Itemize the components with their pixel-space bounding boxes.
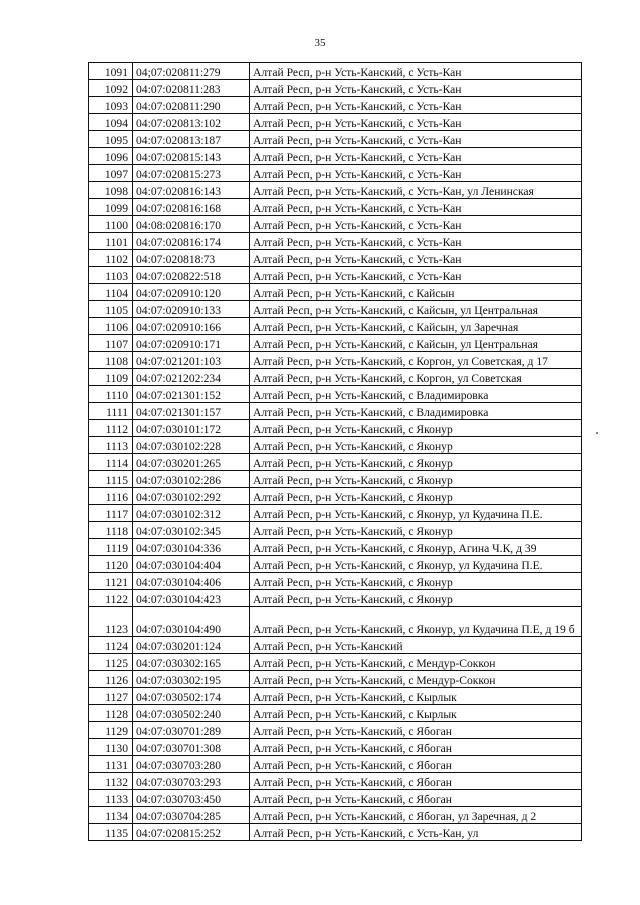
table-row — [89, 756, 582, 773]
address-cell: Алтай Респ, р-н Усть-Канский — [250, 637, 582, 654]
address-cell: Алтай Респ, р-н Усть-Канский, с Яконур — [250, 488, 582, 505]
cadastral-number-cell: 04:07:030302:165 — [133, 654, 250, 671]
address-cell: Алтай Респ, р-н Усть-Канский, с Усть-Кан — [250, 114, 582, 131]
cadastral-number-cell: 04:07:030502:174 — [133, 688, 250, 705]
table-row — [89, 539, 582, 556]
row-number-cell: 1121 — [89, 573, 133, 590]
cadastral-number-cell: 04:07:020815:273 — [133, 165, 250, 182]
table-row — [89, 556, 582, 573]
address-cell: Алтай Респ, р-н Усть-Канский, с Ябоган — [250, 790, 582, 807]
table-row — [89, 722, 582, 739]
cadastral-number-cell: 04:07:020813:187 — [133, 131, 250, 148]
row-number-cell: 1130 — [89, 739, 133, 756]
table-row — [89, 165, 582, 182]
table-row — [89, 739, 582, 756]
table-row — [89, 250, 582, 267]
table-row — [89, 80, 582, 97]
table-row — [89, 607, 582, 637]
table-row — [89, 573, 582, 590]
cadastral-number-cell: 04:07:030102:345 — [133, 522, 250, 539]
cadastral-number-cell: 04:07:020816:143 — [133, 182, 250, 199]
cadastral-number-cell: 04:07:030302:195 — [133, 671, 250, 688]
row-number-cell: 1129 — [89, 722, 133, 739]
table-row — [89, 386, 582, 403]
address-cell: Алтай Респ, р-н Усть-Канский, с Коргон, ул Советская — [250, 369, 582, 386]
address-cell: Алтай Респ, р-н Усть-Канский, с Кайсын, ул Центральная — [250, 335, 582, 352]
address-cell: Алтай Респ, р-н Усть-Канский, с Усть-Кан — [250, 250, 582, 267]
table-row — [89, 182, 582, 199]
table-row — [89, 705, 582, 722]
cadastral-number-cell: 04:07:020816:174 — [133, 233, 250, 250]
table-row — [89, 199, 582, 216]
row-number-cell: 1128 — [89, 705, 133, 722]
address-cell: Алтай Респ, р-н Усть-Канский, с Яконур — [250, 590, 582, 607]
row-number-cell: 1116 — [89, 488, 133, 505]
cadastral-number-cell: 04:07:030502:240 — [133, 705, 250, 722]
address-cell: Алтай Респ, р-н Усть-Канский, с Ябоган — [250, 756, 582, 773]
address-cell: Алтай Респ, р-н Усть-Канский, с Яконур — [250, 454, 582, 471]
row-number-cell: 1098 — [89, 182, 133, 199]
cadastral-number-cell: 04:07:020815:252 — [133, 824, 250, 841]
address-cell: Алтай Респ, р-н Усть-Канский, с Яконур, Агина Ч.К, д 39 — [250, 539, 582, 556]
address-cell: Алтай Респ, р-н Усть-Канский, с Усть-Кан, ул — [250, 824, 582, 841]
address-cell: Алтай Респ, р-н Усть-Канский, с Ябоган — [250, 739, 582, 756]
row-number-cell: 1100 — [89, 216, 133, 233]
row-number-cell: 1127 — [89, 688, 133, 705]
row-number-cell: 1112 — [89, 420, 133, 437]
cadastral-number-cell: 04:07:030101:172 — [133, 420, 250, 437]
table-row — [89, 454, 582, 471]
table-row — [89, 114, 582, 131]
cadastral-number-cell: 04:07:020910:133 — [133, 301, 250, 318]
table-row — [89, 688, 582, 705]
table-row — [89, 284, 582, 301]
address-cell: Алтай Респ, р-н Усть-Канский, с Мендур-Соккон — [250, 654, 582, 671]
row-number-cell: 1105 — [89, 301, 133, 318]
table-row — [89, 590, 582, 607]
scan-speck — [596, 432, 598, 434]
address-cell: Алтай Респ, р-н Усть-Канский, с Ябоган, ул Заречная, д 2 — [250, 807, 582, 824]
table-row — [89, 148, 582, 165]
cadastral-number-cell: 04:07:030104:490 — [133, 607, 250, 637]
address-cell: Алтай Респ, р-н Усть-Канский, с Кайсын — [250, 284, 582, 301]
table-row — [89, 505, 582, 522]
address-cell: Алтай Респ, р-н Усть-Канский, с Яконур, ул Кудачина П.Е. — [250, 556, 582, 573]
table-row — [89, 335, 582, 352]
row-number-cell: 1134 — [89, 807, 133, 824]
table-row — [89, 824, 582, 841]
address-cell: Алтай Респ, р-н Усть-Канский, с Усть-Кан — [250, 165, 582, 182]
row-number-cell: 1124 — [89, 637, 133, 654]
cadastral-number-cell: 04:07:021202:234 — [133, 369, 250, 386]
cadastral-number-cell: 04:07:030703:293 — [133, 773, 250, 790]
cadastral-number-cell: 04:07:030104:404 — [133, 556, 250, 573]
cadastral-number-cell: 04:07:030102:228 — [133, 437, 250, 454]
table-row — [89, 233, 582, 250]
cadastral-number-cell: 04:07:020822:518 — [133, 267, 250, 284]
table-row — [89, 352, 582, 369]
table-row — [89, 403, 582, 420]
address-cell: Алтай Респ, р-н Усть-Канский, с Кайсын, ул Центральная — [250, 301, 582, 318]
table-row — [89, 471, 582, 488]
table-row — [89, 216, 582, 233]
row-number-cell: 1114 — [89, 454, 133, 471]
address-cell: Алтай Респ, р-н Усть-Канский, с Кырлык — [250, 688, 582, 705]
address-cell: Алтай Респ, р-н Усть-Канский, с Яконур, ул Кудачина П.Е, д 19 б — [250, 607, 582, 637]
cadastral-number-cell: 04:07:030201:265 — [133, 454, 250, 471]
row-number-cell: 1133 — [89, 790, 133, 807]
cadastral-number-cell: 04:07:021301:152 — [133, 386, 250, 403]
cadastral-number-cell: 04:07:030102:312 — [133, 505, 250, 522]
row-number-cell: 1123 — [89, 607, 133, 637]
address-cell: Алтай Респ, р-н Усть-Канский, с Усть-Кан — [250, 267, 582, 284]
address-cell: Алтай Респ, р-н Усть-Канский, с Усть-Кан — [250, 97, 582, 114]
table-row — [89, 97, 582, 114]
address-cell: Алтай Респ, р-н Усть-Канский, с Владимировка — [250, 403, 582, 420]
row-number-cell: 1101 — [89, 233, 133, 250]
table-row — [89, 63, 582, 80]
cadastral-number-cell: 04:07:030104:336 — [133, 539, 250, 556]
address-cell: Алтай Респ, р-н Усть-Канский, с Мендур-Соккон — [250, 671, 582, 688]
address-cell: Алтай Респ, р-н Усть-Канский, с Яконур — [250, 522, 582, 539]
cadastral-number-cell: 04:08:020816:170 — [133, 216, 250, 233]
address-cell: Алтай Респ, р-н Усть-Канский, с Усть-Кан — [250, 216, 582, 233]
address-cell: Алтай Респ, р-н Усть-Канский, с Кайсын, ул Заречная — [250, 318, 582, 335]
cadastral-number-cell: 04:07:020816:168 — [133, 199, 250, 216]
row-number-cell: 1126 — [89, 671, 133, 688]
cadastral-number-cell: 04:07:030704:285 — [133, 807, 250, 824]
row-number-cell: 1131 — [89, 756, 133, 773]
row-number-cell: 1094 — [89, 114, 133, 131]
row-number-cell: 1103 — [89, 267, 133, 284]
row-number-cell: 1104 — [89, 284, 133, 301]
row-number-cell: 1132 — [89, 773, 133, 790]
table-row — [89, 131, 582, 148]
row-number-cell: 1096 — [89, 148, 133, 165]
table-row — [89, 267, 582, 284]
cadastral-number-cell: 04:07:020815:143 — [133, 148, 250, 165]
row-number-cell: 1107 — [89, 335, 133, 352]
cadastral-number-cell: 04:07:030703:450 — [133, 790, 250, 807]
row-number-cell: 1099 — [89, 199, 133, 216]
row-number-cell: 1119 — [89, 539, 133, 556]
row-number-cell: 1097 — [89, 165, 133, 182]
address-cell: Алтай Респ, р-н Усть-Канский, с Яконур — [250, 437, 582, 454]
table-row — [89, 790, 582, 807]
table-row — [89, 318, 582, 335]
cadastral-number-cell: 04:07:030104:423 — [133, 590, 250, 607]
cadastral-number-cell: 04:07:030102:286 — [133, 471, 250, 488]
row-number-cell: 1117 — [89, 505, 133, 522]
row-number-cell: 1108 — [89, 352, 133, 369]
registry-table-body — [89, 63, 582, 841]
row-number-cell: 1095 — [89, 131, 133, 148]
address-cell: Алтай Респ, р-н Усть-Канский, с Усть-Кан — [250, 199, 582, 216]
address-cell: Алтай Респ, р-н Усть-Канский, с Владимировка — [250, 386, 582, 403]
cadastral-number-cell: 04:07:020813:102 — [133, 114, 250, 131]
address-cell: Алтай Респ, р-н Усть-Канский, с Ябоган — [250, 773, 582, 790]
row-number-cell: 1125 — [89, 654, 133, 671]
cadastral-number-cell: 04:07:020811:283 — [133, 80, 250, 97]
address-cell: Алтай Респ, р-н Усть-Канский, с Яконур — [250, 471, 582, 488]
address-cell: Алтай Респ, р-н Усть-Канский, с Кырлык — [250, 705, 582, 722]
row-number-cell: 1093 — [89, 97, 133, 114]
address-cell: Алтай Респ, р-н Усть-Канский, с Усть-Кан — [250, 148, 582, 165]
table-row — [89, 807, 582, 824]
address-cell: Алтай Респ, р-н Усть-Канский, с Усть-Кан — [250, 63, 582, 80]
address-cell: Алтай Респ, р-н Усть-Канский, с Яконур — [250, 573, 582, 590]
address-cell: Алтай Респ, р-н Усть-Канский, с Ябоган — [250, 722, 582, 739]
table-row — [89, 420, 582, 437]
cadastral-number-cell: 04:07:030703:280 — [133, 756, 250, 773]
row-number-cell: 1106 — [89, 318, 133, 335]
address-cell: Алтай Респ, р-н Усть-Канский, с Усть-Кан, ул Ленинская — [250, 182, 582, 199]
cadastral-number-cell: 04:07:020910:171 — [133, 335, 250, 352]
table-row — [89, 654, 582, 671]
cadastral-number-cell: 04:07:020818:73 — [133, 250, 250, 267]
address-cell: Алтай Респ, р-н Усть-Канский, с Яконур — [250, 420, 582, 437]
table-row — [89, 488, 582, 505]
cadastral-number-cell: 04:07:020910:166 — [133, 318, 250, 335]
address-cell: Алтай Респ, р-н Усть-Канский, с Усть-Кан — [250, 80, 582, 97]
table-row — [89, 369, 582, 386]
table-row — [89, 773, 582, 790]
cadastral-number-cell: 04:07:030102:292 — [133, 488, 250, 505]
cadastral-number-cell: 04:07:020910:120 — [133, 284, 250, 301]
address-cell: Алтай Респ, р-н Усть-Канский, с Коргон, ул Советская, д 17 — [250, 352, 582, 369]
row-number-cell: 1111 — [89, 403, 133, 420]
cadastral-number-cell: 04:07:030201:124 — [133, 637, 250, 654]
table-row — [89, 522, 582, 539]
row-number-cell: 1102 — [89, 250, 133, 267]
cadastral-number-cell: 04:07:021201:103 — [133, 352, 250, 369]
cadastral-number-cell: 04:07:021301:157 — [133, 403, 250, 420]
row-number-cell: 1091 — [89, 63, 133, 80]
page-number: 35 — [314, 37, 326, 49]
row-number-cell: 1109 — [89, 369, 133, 386]
table-row — [89, 301, 582, 318]
row-number-cell: 1135 — [89, 824, 133, 841]
cadastral-number-cell: 04:07:030701:308 — [133, 739, 250, 756]
row-number-cell: 1092 — [89, 80, 133, 97]
cadastral-number-cell: 04:07:020811:290 — [133, 97, 250, 114]
address-cell: Алтай Респ, р-н Усть-Канский, с Яконур, ул Кудачина П.Е. — [250, 505, 582, 522]
row-number-cell: 1110 — [89, 386, 133, 403]
address-cell: Алтай Респ, р-н Усть-Канский, с Усть-Кан — [250, 131, 582, 148]
row-number-cell: 1120 — [89, 556, 133, 573]
cadastral-number-cell: 04:07:030701:289 — [133, 722, 250, 739]
row-number-cell: 1122 — [89, 590, 133, 607]
address-cell: Алтай Респ, р-н Усть-Канский, с Усть-Кан — [250, 233, 582, 250]
row-number-cell: 1113 — [89, 437, 133, 454]
cadastral-number-cell: 04:07:030104:406 — [133, 573, 250, 590]
cadastral-number-cell: 04;07:020811:279 — [133, 63, 250, 80]
row-number-cell: 1118 — [89, 522, 133, 539]
registry-table — [88, 62, 582, 841]
table-row — [89, 637, 582, 654]
table-row — [89, 671, 582, 688]
table-row — [89, 437, 582, 454]
row-number-cell: 1115 — [89, 471, 133, 488]
